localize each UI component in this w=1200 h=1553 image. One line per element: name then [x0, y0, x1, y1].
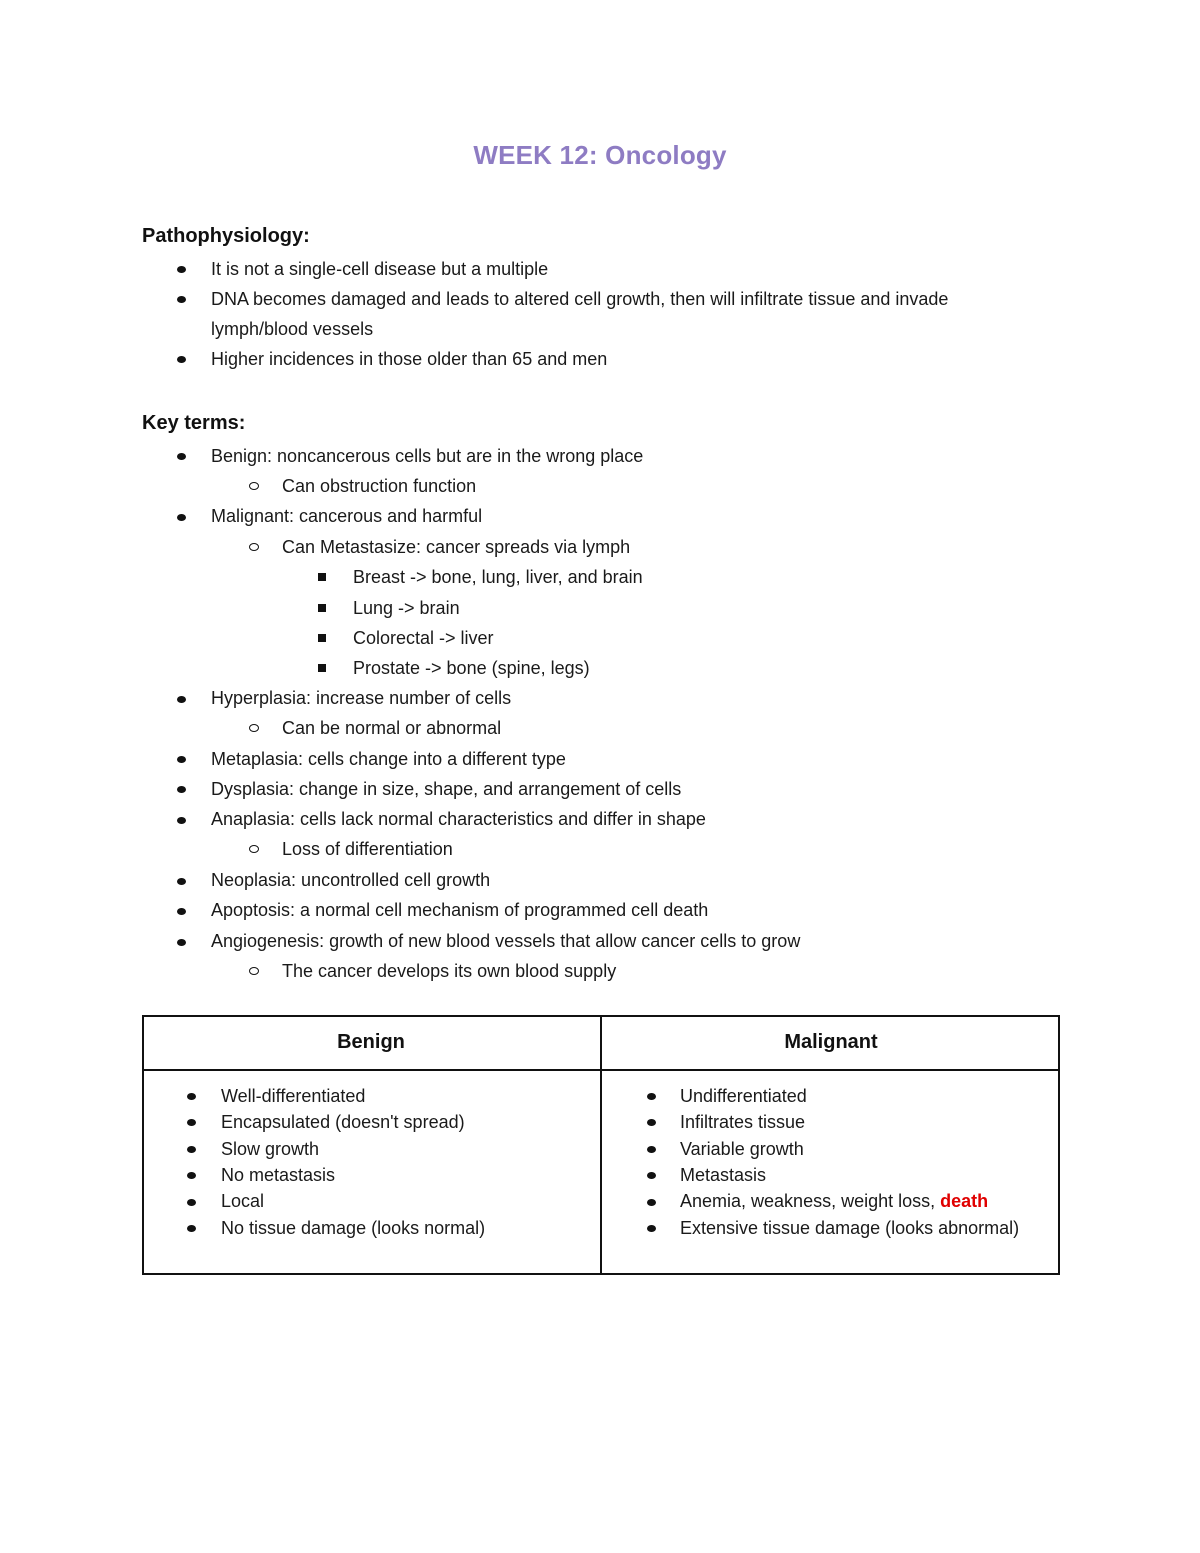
bullet-icon: [177, 817, 186, 824]
benign-item: No tissue damage (looks normal): [221, 1218, 486, 1238]
table-header-divider: [142, 1069, 1060, 1071]
malignant-item: Infiltrates tissue: [680, 1112, 806, 1132]
bullet-icon: [647, 1093, 656, 1100]
hollow-bullet-icon: [249, 724, 259, 732]
hollow-bullet-icon: [249, 845, 259, 853]
square-bullet-icon: [318, 634, 326, 642]
list-item: Benign: noncancerous cells but are in the wrong place: [211, 446, 644, 466]
bullet-icon: [647, 1119, 656, 1126]
bullet-icon: [647, 1199, 656, 1206]
malignant-item: Metastasis: [680, 1165, 767, 1185]
table-header-malignant: Malignant: [784, 1031, 878, 1053]
list-subitem: Can be normal or abnormal: [282, 718, 502, 738]
benign-item: Well-differentiated: [221, 1086, 366, 1106]
bullet-icon: [177, 696, 186, 703]
bullet-icon: [177, 514, 186, 521]
malignant-item: Extensive tissue damage (looks abnormal): [680, 1218, 1020, 1238]
bullet-icon: [177, 939, 186, 946]
malignant-item: Undifferentiated: [680, 1086, 807, 1106]
bullet-icon: [177, 908, 186, 915]
list-subitem: Loss of differentiation: [282, 839, 453, 859]
section-heading-pathophysiology: Pathophysiology:: [142, 225, 310, 247]
table-header-benign: Benign: [337, 1031, 405, 1053]
list-item: It is not a single-cell disease but a multiple: [211, 259, 549, 279]
list-subsubitem: Prostate -> bone (spine, legs): [353, 658, 590, 678]
hollow-bullet-icon: [249, 482, 259, 490]
list-subitem: The cancer develops its own blood supply: [282, 961, 617, 981]
square-bullet-icon: [318, 604, 326, 612]
bullet-icon: [187, 1199, 196, 1206]
page-title: WEEK 12: Oncology: [473, 140, 727, 170]
malignant-item: Variable growth: [680, 1139, 804, 1159]
hollow-bullet-icon: [249, 967, 259, 975]
bullet-icon: [177, 786, 186, 793]
benign-item: No metastasis: [221, 1165, 336, 1185]
square-bullet-icon: [318, 573, 326, 581]
bullet-icon: [187, 1172, 196, 1179]
list-item: Neoplasia: uncontrolled cell growth: [211, 870, 491, 890]
benign-item: Encapsulated (doesn't spread): [221, 1112, 465, 1132]
table-column-divider: [600, 1015, 602, 1275]
list-item: Higher incidences in those older than 65 and men: [211, 349, 608, 369]
list-item: Anaplasia: cells lack normal characteristics and differ in shape: [211, 809, 706, 829]
list-item: Apoptosis: a normal cell mechanism of programmed cell death: [211, 900, 709, 920]
bullet-icon: [177, 296, 186, 303]
list-subsubitem: Lung -> brain: [353, 598, 460, 618]
emphasis-death: death: [940, 1191, 989, 1211]
bullet-icon: [177, 356, 186, 363]
list-item-continuation: lymph/blood vessels: [211, 319, 374, 339]
list-subitem: Can obstruction function: [282, 476, 477, 496]
hollow-bullet-icon: [249, 543, 259, 551]
list-item: Dysplasia: change in size, shape, and arrangement of cells: [211, 779, 682, 799]
malignant-item-with-emphasis: [680, 1190, 988, 1212]
benign-item: Slow growth: [221, 1139, 320, 1159]
benign-item: Local: [221, 1191, 265, 1211]
malignant-item-text: Anemia, weakness, weight loss,: [680, 1191, 941, 1211]
bullet-icon: [187, 1146, 196, 1153]
list-item: Angiogenesis: growth of new blood vessels that allow cancer cells to grow: [211, 931, 801, 951]
bullet-icon: [647, 1146, 656, 1153]
bullet-icon: [177, 756, 186, 763]
section-heading-key-terms: Key terms:: [142, 412, 246, 434]
list-item: Metaplasia: cells change into a different type: [211, 749, 566, 769]
bullet-icon: [647, 1225, 656, 1232]
bullet-icon: [187, 1119, 196, 1126]
bullet-icon: [177, 266, 186, 273]
bullet-icon: [187, 1093, 196, 1100]
bullet-icon: [647, 1172, 656, 1179]
list-subsubitem: Breast -> bone, lung, liver, and brain: [353, 567, 643, 587]
list-item: Malignant: cancerous and harmful: [211, 506, 483, 526]
list-subsubitem: Colorectal -> liver: [353, 628, 494, 648]
list-item: DNA becomes damaged and leads to altered cell growth, then will infiltrate tissue and invade: [211, 289, 949, 309]
bullet-icon: [187, 1225, 196, 1232]
list-subitem: Can Metastasize: cancer spreads via lymph: [282, 537, 631, 557]
square-bullet-icon: [318, 664, 326, 672]
list-item: Hyperplasia: increase number of cells: [211, 688, 512, 708]
bullet-icon: [177, 878, 186, 885]
bullet-icon: [177, 453, 186, 460]
